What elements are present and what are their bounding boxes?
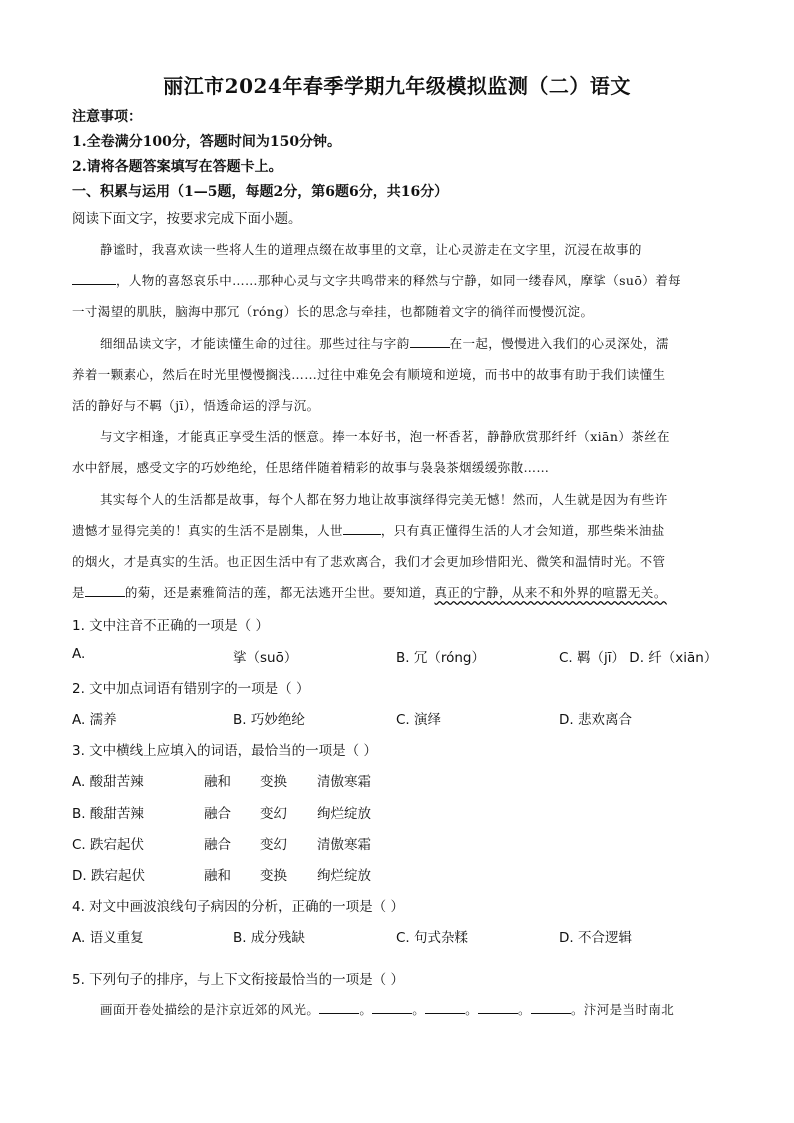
q1-option-cd: C. 羁（jī） D. 纤（xiān） [559,650,718,666]
q5-blank-2 [372,1001,412,1014]
q3-option-d-word3: 变换 [260,868,287,884]
q4-option-a: A. 语义重复 [72,930,144,946]
q3-stem: 3. 文中横线上应填入的词语，最恰当的一项是（ ） [72,743,377,759]
note-item-1: 1.全卷满分100分，答题时间为150分钟。 [72,134,342,150]
q3-option-c-word1: C. 跌宕起伏 [72,837,145,853]
q4-stem: 4. 对文中画波浪线句子病因的分析，正确的一项是（ ） [72,899,404,915]
q2-option-a: A. 濡养 [72,712,117,728]
exam-title: 丽江市2024年春季学期九年级模拟监测（二）语文 [163,74,631,98]
q5-blank-5 [531,1001,571,1014]
q2-option-c: C. 演绎 [396,712,442,728]
passage-p1-line2: ，人物的喜怒哀乐中……那种心灵与文字共鸣带来的释然与宁静，如同一缕春风，摩挲（suō）着每 [72,271,681,289]
passage-p4-line2: 遗憾才显得完美的！真实的生活不是剧集，人世 ，只有真正懂得生活的人才会知道，那些柴米油盐 [72,523,665,538]
note-item-2: 2.请将各题答案填写在答题卡上。 [72,159,283,175]
q5-stem: 5. 下列句子的排序，与上下文衔接最恰当的一项是（ ） [72,972,404,988]
notes-heading: 注意事项： [72,109,142,125]
section-intro: 阅读下面文字，按要求完成下面小题。 [72,211,302,227]
q3-option-a-word3: 变换 [260,774,287,790]
q3-option-b-word1: B. 酸甜苦辣 [72,806,144,822]
passage-p2-line3: 活的静好与不羁（jī），悟透命运的浮与沉。 [72,398,320,413]
q3-option-b-word2: 融合 [204,806,231,822]
passage-p1-line3: 一寸渴望的肌肤，脑海中那冗（róng）长的思念与牵挂，也都随着文字的徜徉而慢慢沉淀。 [72,304,594,319]
q3-option-c-word2: 融合 [204,837,231,853]
passage-p4-line4: 是 的菊，还是素雅简洁的莲，都无法逃开尘世。要知道，真正的宁静，从来不和外界的喧嚣无关。 [72,585,667,600]
q3-option-d-word1: D. 跌宕起伏 [72,868,145,884]
q3-option-a-word2: 融和 [204,774,231,790]
passage-p2-line2: 养着一颗素心，然后在时光里慢慢搁浅……过往中难免会有顺境和逆境，而书中的故事有助于我们读懂生 [72,367,666,382]
blank-3 [343,522,381,535]
blank-2 [410,335,450,348]
q4-option-d: D. 不合逻辑 [559,930,632,946]
q1-option-b: B. 冗（róng） [396,650,485,666]
q3-option-b-word4: 绚烂绽放 [317,806,371,822]
q1-option-a: A. [72,646,86,662]
q2-option-b: B. 巧妙绝纶 [233,712,305,728]
q3-option-a-word4: 清傲寒霜 [317,774,371,790]
q3-option-d-word4: 绚烂绽放 [317,868,371,884]
q3-option-c-word3: 变幻 [260,837,287,853]
q2-stem: 2. 文中加点词语有错别字的一项是（ ） [72,681,310,697]
passage-p3-line2: 水中舒展，感受文字的巧妙绝纶，任思绪伴随着精彩的故事与袅袅茶烟缓缓弥散…… [72,460,550,475]
passage-p2-line1: 细细品读文字，才能读懂生命的过往。那些过往与字韵 在一起，慢慢进入我们的心灵深处，濡 [100,336,669,351]
section-heading: 一、积累与运用（1—5题，每题2分，第6题6分，共16分） [72,184,449,200]
q2-option-d: D. 悲欢离合 [559,712,632,728]
q5-passage-line: 画面开卷处描绘的是汴京近郊的风光。 。 。 。 。 。汴河是当时南北 [100,1002,675,1017]
passage-p3-line1: 与文字相逢，才能真正享受生活的惬意。捧一本好书，泡一杯香茗，静静欣赏那纤纤（xiān）茶丝在 [100,429,670,444]
passage-p1-line1: 静谧时，我喜欢读一些将人生的道理点缀在故事里的文章，让心灵游走在文字里，沉浸在故事的 [100,242,642,257]
q3-option-d-word2: 融和 [204,868,231,884]
q4-option-b: B. 成分残缺 [233,930,305,946]
q4-option-c: C. 句式杂糅 [396,930,469,946]
q5-blank-1 [319,1001,359,1014]
q5-blank-4 [478,1001,518,1014]
q5-blank-3 [425,1001,465,1014]
q3-option-b-word3: 变幻 [260,806,287,822]
q3-option-c-word4: 清傲寒霜 [317,837,371,853]
q3-option-a-word1: A. 酸甜苦辣 [72,774,144,790]
blank-1 [72,272,116,285]
blank-4 [85,584,125,597]
passage-p4-line3: 的烟火，才是真实的生活。也正因生活中有了悲欢离合，我们才会更加珍惜阳光、微笑和温情时光。不管 [72,554,666,569]
q1-stem: 1. 文中注音不正确的一项是（ ） [72,618,269,634]
wavy-underlined-sentence: 真正的宁静，从来不和外界的喧嚣无关。 [434,585,667,600]
q1-option-a-text: 挲（suō） [233,650,298,666]
passage-p4-line1: 其实每个人的生活都是故事，每个人都在努力地让故事演绎得完美无憾！然而，人生就是因为有些许 [100,492,668,507]
